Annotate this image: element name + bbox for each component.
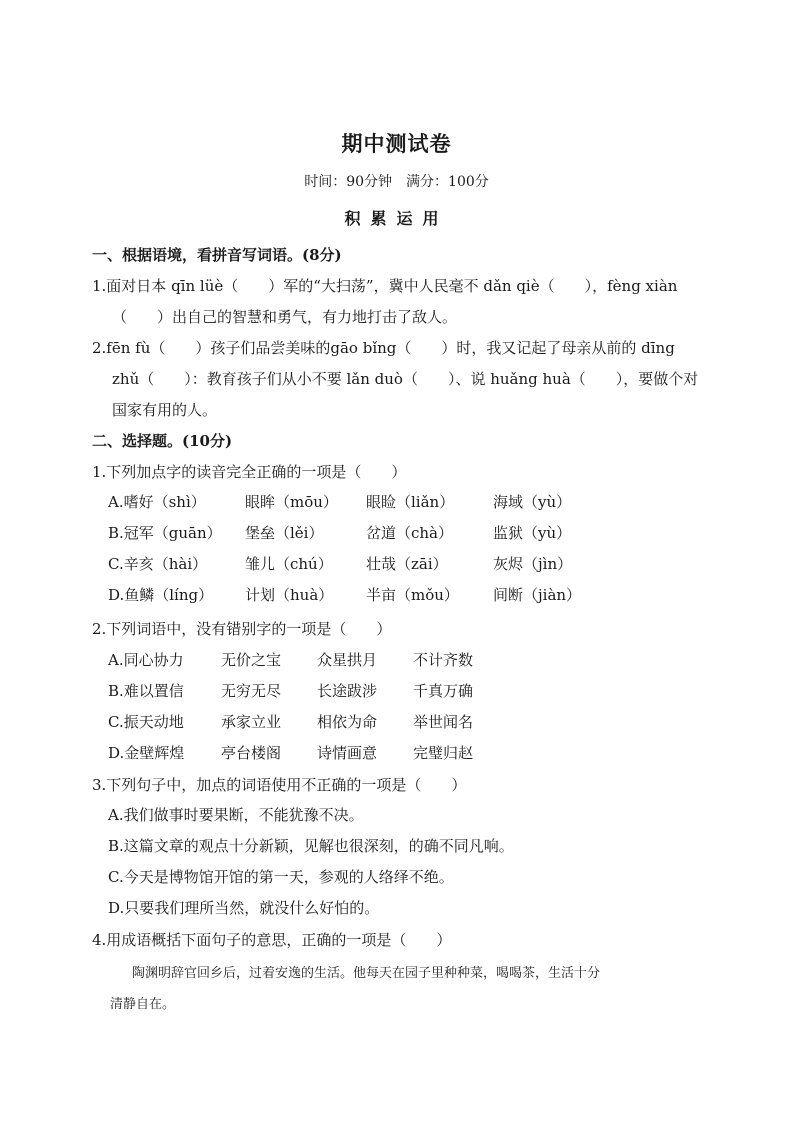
q1-option-d4: 间断（jiàn） bbox=[493, 586, 582, 604]
part1-q2-line1: 2.fēn fù（ ）孩子们品尝美味的gāo bǐng（ ）时，我又记起了母亲从前的 dīng bbox=[92, 339, 675, 357]
page-title: 期中测试卷 bbox=[341, 131, 452, 156]
q4-passage-line2: 清静自在。 bbox=[110, 997, 176, 1012]
q1-option-b1: B.冠军（guān） bbox=[108, 524, 222, 542]
q2-option-c4: 举世闻名 bbox=[413, 713, 474, 731]
section-title: 积累运用 bbox=[344, 209, 449, 228]
q1-option-c4: 灰烬（jìn） bbox=[493, 555, 573, 573]
q1-option-b4: 监狱（yù） bbox=[493, 524, 572, 542]
part2-heading: 二、选择题。(10分) bbox=[92, 432, 233, 450]
q1-option-d1: D.鱼鳞（líng） bbox=[108, 586, 214, 604]
q2-option-d3: 诗情画意 bbox=[317, 744, 378, 762]
q1-option-a2: 眼眸（mōu） bbox=[245, 493, 338, 511]
q2-stem: 2.下列词语中，没有错别字的一项是（ ） bbox=[92, 620, 392, 638]
q3-option-b: B.这篇文章的观点十分新颖，见解也很深刻，的确不同凡响。 bbox=[108, 837, 514, 855]
time-score-line: 时间：90分钟 满分：100分 bbox=[304, 174, 489, 190]
q3-option-d: D.只要我们理所当然，就没什么好怕的。 bbox=[108, 899, 380, 917]
part1-q2-line2: zhǔ（ ）：教育孩子们从小不要 lǎn duò（ ）、说 huǎng huà（ ），要做个对 bbox=[112, 370, 699, 388]
q1-option-c1: C.辛亥（hài） bbox=[108, 555, 208, 573]
q2-option-d2: 亭台楼阁 bbox=[221, 744, 282, 762]
q3-option-c: C.今天是博物馆开馆的第一天，参观的人络绎不绝。 bbox=[108, 868, 454, 886]
q1-option-c2: 雏儿（chú） bbox=[245, 555, 333, 573]
q2-option-c2: 承家立业 bbox=[221, 713, 282, 731]
q3-stem: 3.下列句子中，加点的词语使用不正确的一项是（ ） bbox=[92, 776, 467, 794]
q2-option-a2: 无价之宝 bbox=[221, 651, 282, 669]
q1-option-a4: 海域（yù） bbox=[493, 493, 572, 511]
q2-option-c3: 相依为命 bbox=[317, 713, 378, 731]
q2-option-d1: D.金壁辉煌 bbox=[108, 744, 185, 762]
q2-option-b3: 长途跋涉 bbox=[317, 682, 378, 700]
q1-option-b2: 堡垒（lěi） bbox=[245, 524, 324, 542]
q1-stem: 1.下列加点字的读音完全正确的一项是（ ） bbox=[92, 463, 407, 481]
q1-option-a3: 眼睑（liǎn） bbox=[366, 493, 455, 511]
part1-q1-line1: 1.面对日本 qīn lüè（ ）军的“大扫荡”，冀中人民毫不 dǎn qiè（ ），fèng xiàn bbox=[92, 277, 678, 295]
q2-option-a4: 不计齐数 bbox=[413, 651, 474, 669]
q4-passage-line1: 陶渊明辞官回乡后，过着安逸的生活。他每天在园子里种种菜，喝喝茶，生活十分 bbox=[132, 966, 601, 981]
q2-option-d4: 完璧归赵 bbox=[413, 744, 474, 762]
q2-option-b1: B.难以置信 bbox=[108, 682, 184, 700]
part1-q2-line3: 国家有用的人。 bbox=[112, 401, 218, 419]
part1-heading: 一、根据语境，看拼音写词语。(8分) bbox=[92, 246, 342, 264]
q1-option-c3: 壮哉（zāi） bbox=[366, 555, 448, 573]
q1-option-a1: A.嗜好（shì） bbox=[108, 493, 206, 511]
q3-option-a: A.我们做事时要果断，不能犹豫不决。 bbox=[108, 806, 364, 824]
q2-option-b4: 千真万确 bbox=[413, 682, 474, 700]
q1-option-b3: 岔道（chà） bbox=[366, 524, 454, 542]
q4-stem: 4.用成语概括下面句子的意思，正确的一项是（ ） bbox=[92, 931, 452, 949]
q2-option-c1: C.振天动地 bbox=[108, 713, 184, 731]
q1-option-d2: 计划（huà） bbox=[245, 586, 334, 604]
q2-option-a1: A.同心协力 bbox=[108, 651, 184, 669]
part1-q1-line2: （ ）出自己的智慧和勇气，有力地打击了敌人。 bbox=[112, 308, 458, 326]
q2-option-a3: 众星拱月 bbox=[317, 651, 378, 669]
q2-option-b2: 无穷无尽 bbox=[221, 682, 282, 700]
q1-option-d3: 半亩（mǒu） bbox=[366, 586, 459, 604]
